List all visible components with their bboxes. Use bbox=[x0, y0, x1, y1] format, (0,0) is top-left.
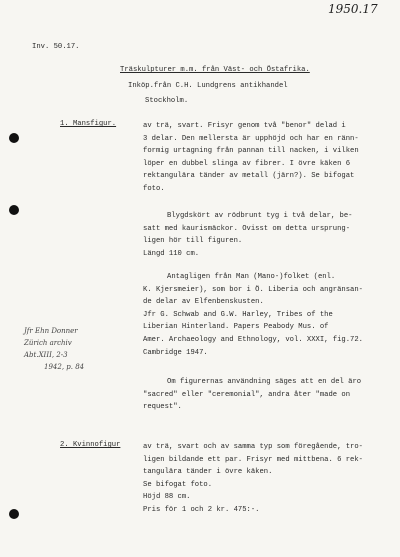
text-line: Pris för 1 och 2 kr. 475:-. bbox=[143, 505, 260, 514]
text-line: Längd 110 cm. bbox=[143, 249, 200, 258]
text-line: Se bifogat foto. bbox=[143, 480, 213, 489]
text-line: Om figurernas användning säges att en del äro bbox=[167, 378, 362, 386]
text-line: Höjd 88 cm. bbox=[143, 493, 191, 502]
text-line: av trä, svart. Frisyr genom två "benor" delad i bbox=[143, 122, 346, 130]
note-line: 1942, p. 84 bbox=[44, 363, 85, 371]
item-1-paragraph-3 bbox=[143, 271, 363, 359]
punch-hole-middle bbox=[9, 205, 19, 215]
purchase-line-1: Inköp.från C.H. Lundgrens antikhandel bbox=[128, 82, 288, 90]
text-line: 3 delar. Den mellersta är upphöjd och har en ränn- bbox=[143, 134, 359, 143]
text-line: ligen bildande ett par. Frisyr med mittbena. 6 rek- bbox=[143, 455, 363, 464]
text-line: rektangulära tänder av metall (järn?). Se bifogat bbox=[143, 172, 355, 181]
text-line: Cambridge 1947. bbox=[143, 348, 208, 357]
punch-hole-bottom bbox=[9, 509, 19, 519]
accession-number-handwritten: 1950.17 bbox=[328, 2, 378, 16]
item-2-description bbox=[143, 441, 363, 517]
handwritten-margin-note bbox=[24, 325, 84, 373]
item-1-paragraph-4 bbox=[143, 376, 361, 414]
text-line: Liberian Hinterland. Papers Peabody Mus. of bbox=[143, 323, 329, 332]
text-line: satt med kaurismäckor. Ovisst om detta ursprung- bbox=[143, 224, 351, 233]
document-title: Träskulpturer m.m. från Väst- och Östafrika. bbox=[120, 66, 310, 74]
text-line: Jfr G. Schwab and G.W. Harley, Tribes of the bbox=[143, 310, 333, 319]
text-line: Antagligen från Man (Mano-)folket (enl. bbox=[167, 273, 336, 281]
punch-hole-top bbox=[9, 133, 19, 143]
item-1-paragraph-2 bbox=[143, 210, 352, 260]
text-line: de delar av Elfenbenskusten. bbox=[143, 298, 264, 307]
inventory-number: Inv. 50.17. bbox=[32, 43, 80, 51]
text-line: K. Kjersmeier), som bor i Ö. Liberia och angränsan- bbox=[143, 285, 363, 294]
text-line: ligen hör till figuren. bbox=[143, 237, 243, 246]
text-line: formig urtagning från pannan till nacken, i vilken bbox=[143, 147, 359, 156]
purchase-line-2: Stockholm. bbox=[145, 97, 189, 105]
item-1-description bbox=[143, 120, 359, 196]
text-line: "sacred" eller "ceremonial", andra åter "made on bbox=[143, 390, 351, 399]
item-1-label: 1. Mansfigur. bbox=[60, 120, 117, 128]
text-line: request". bbox=[143, 403, 182, 412]
text-line: tangulära tänder i övre käken. bbox=[143, 468, 273, 477]
text-line: Amer. Archaeology and Ethnology, vol. XXXI, fig.72. bbox=[143, 335, 363, 344]
note-line: Jfr Ehn Donner bbox=[24, 327, 78, 335]
note-line: Zürich archiv bbox=[24, 339, 72, 347]
text-line: Blygdskört av rödbrunt tyg i två delar, be- bbox=[167, 212, 353, 220]
text-line: löper en dubbel slinga av fibrer. I övre käken 6 bbox=[143, 159, 351, 168]
note-line: Abt.XIII, 2-3 bbox=[24, 351, 68, 359]
text-line: foto. bbox=[143, 184, 165, 193]
item-2-label: 2. Kvinnofigur bbox=[60, 441, 121, 449]
text-line: av trä, svart och av samma typ som föregående, tro- bbox=[143, 443, 363, 451]
